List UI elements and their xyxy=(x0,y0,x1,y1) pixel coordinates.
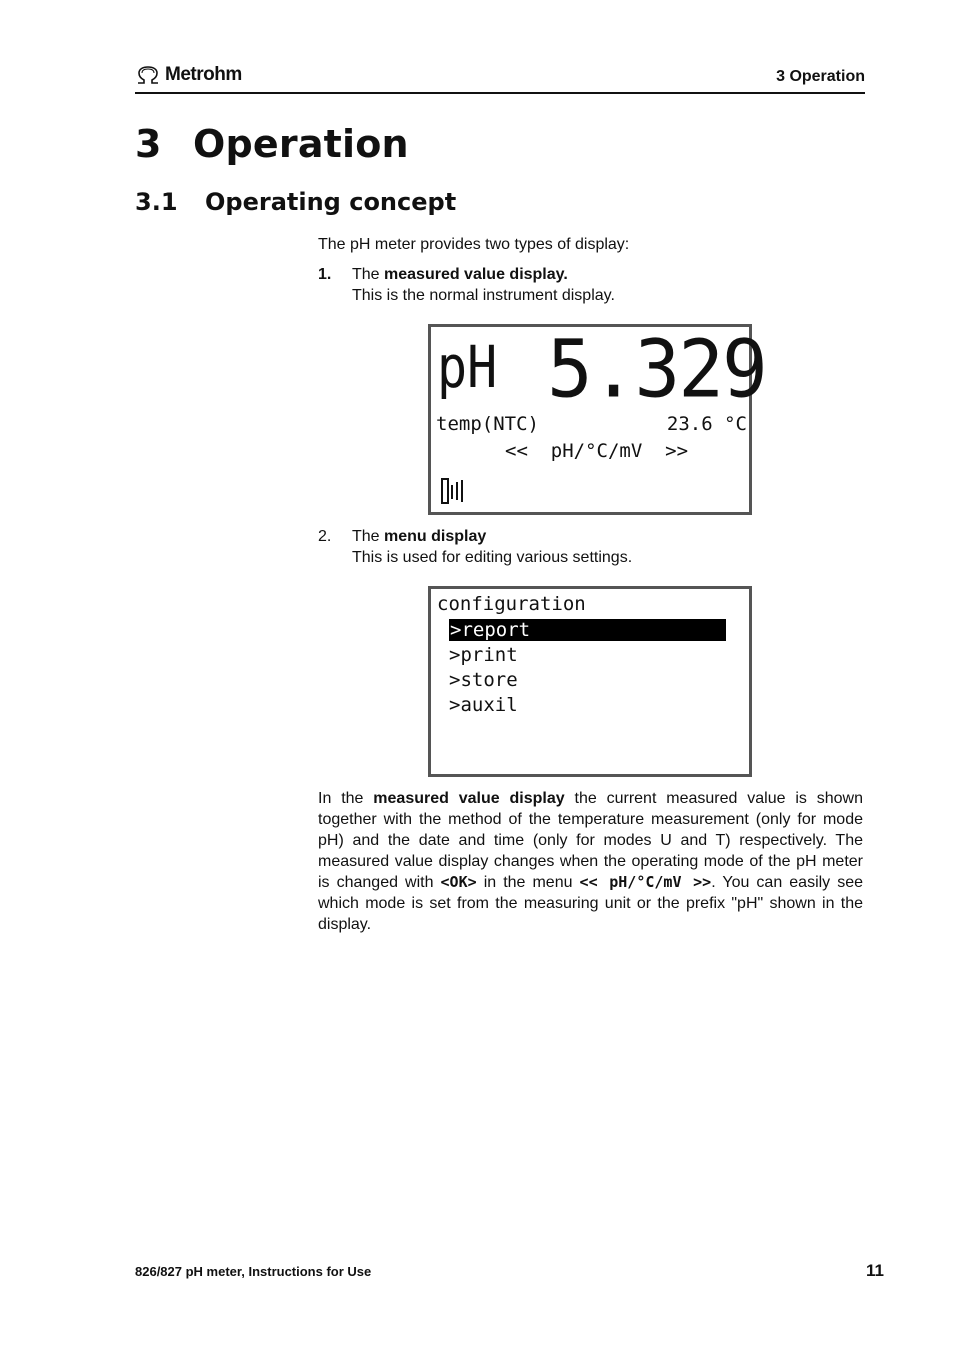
chapter-number: 3 xyxy=(135,122,162,166)
list-item-bold: menu display xyxy=(384,528,487,545)
key-ok: <OK> xyxy=(440,873,477,891)
list-item-prefix: The xyxy=(352,266,385,283)
body-paragraph xyxy=(318,788,863,935)
list-item-number: 2. xyxy=(318,528,332,545)
chapter-heading xyxy=(135,122,409,166)
menu-option-print: >print xyxy=(449,644,518,666)
section-number: 3.1 xyxy=(135,188,178,216)
measured-value-display xyxy=(428,321,766,515)
brand-logo xyxy=(135,64,242,86)
chapter-title: Operation xyxy=(193,122,409,166)
footer-document-title: 826/827 pH meter, Instructions for Use xyxy=(135,1264,372,1279)
temperature-value: 23.6 °C xyxy=(666,413,747,435)
menu-title: configuration xyxy=(437,593,586,615)
menu-reference: << pH/°C/mV >> xyxy=(579,873,712,891)
menu-option-store: >store xyxy=(449,669,518,691)
menu-option-report: >report xyxy=(449,619,726,641)
paragraph-text: in the menu xyxy=(476,874,580,891)
page-header xyxy=(135,62,865,94)
list-item-bold: measured value display. xyxy=(384,266,568,283)
electrode-icon xyxy=(441,477,471,505)
list-item xyxy=(318,526,632,568)
brand-name: Metrohm xyxy=(165,64,242,85)
section-title: Operating concept xyxy=(205,188,457,216)
list-item-description: This is used for editing various settings. xyxy=(352,549,633,566)
temperature-label: temp(NTC) xyxy=(436,413,539,435)
mode-menu: << pH/°C/mV >> xyxy=(505,440,689,462)
list-item-prefix: The xyxy=(352,528,385,545)
section-heading xyxy=(135,188,456,216)
intro-text: The pH meter provides two types of display: xyxy=(318,236,630,253)
list-item-description: This is the normal instrument display. xyxy=(352,287,615,304)
measurement-unit: pH xyxy=(437,333,498,401)
list-item-number: 1. xyxy=(318,266,332,283)
paragraph-text: the current measured value is shown together with the method of the temperature measurement (only for mode pH) and the date and time (only for modes U and T) respectively. The measured value display changes when the operating mode of the pH meter is changed with xyxy=(318,790,863,891)
paragraph-bold-term: measured value display xyxy=(373,790,565,807)
page-number: 11 xyxy=(866,1261,884,1280)
paragraph-text: In the xyxy=(318,790,374,807)
omega-icon xyxy=(135,65,161,85)
menu-display xyxy=(428,586,752,777)
list-item xyxy=(318,264,615,306)
paragraph-text: . You can easily see which mode is set from the measuring unit or the prefix "pH" shown in the display. xyxy=(318,874,864,933)
menu-option-auxil: >auxil xyxy=(449,694,518,716)
header-section-label: 3 Operation xyxy=(776,68,865,85)
measurement-value: 5.329 xyxy=(547,321,766,416)
